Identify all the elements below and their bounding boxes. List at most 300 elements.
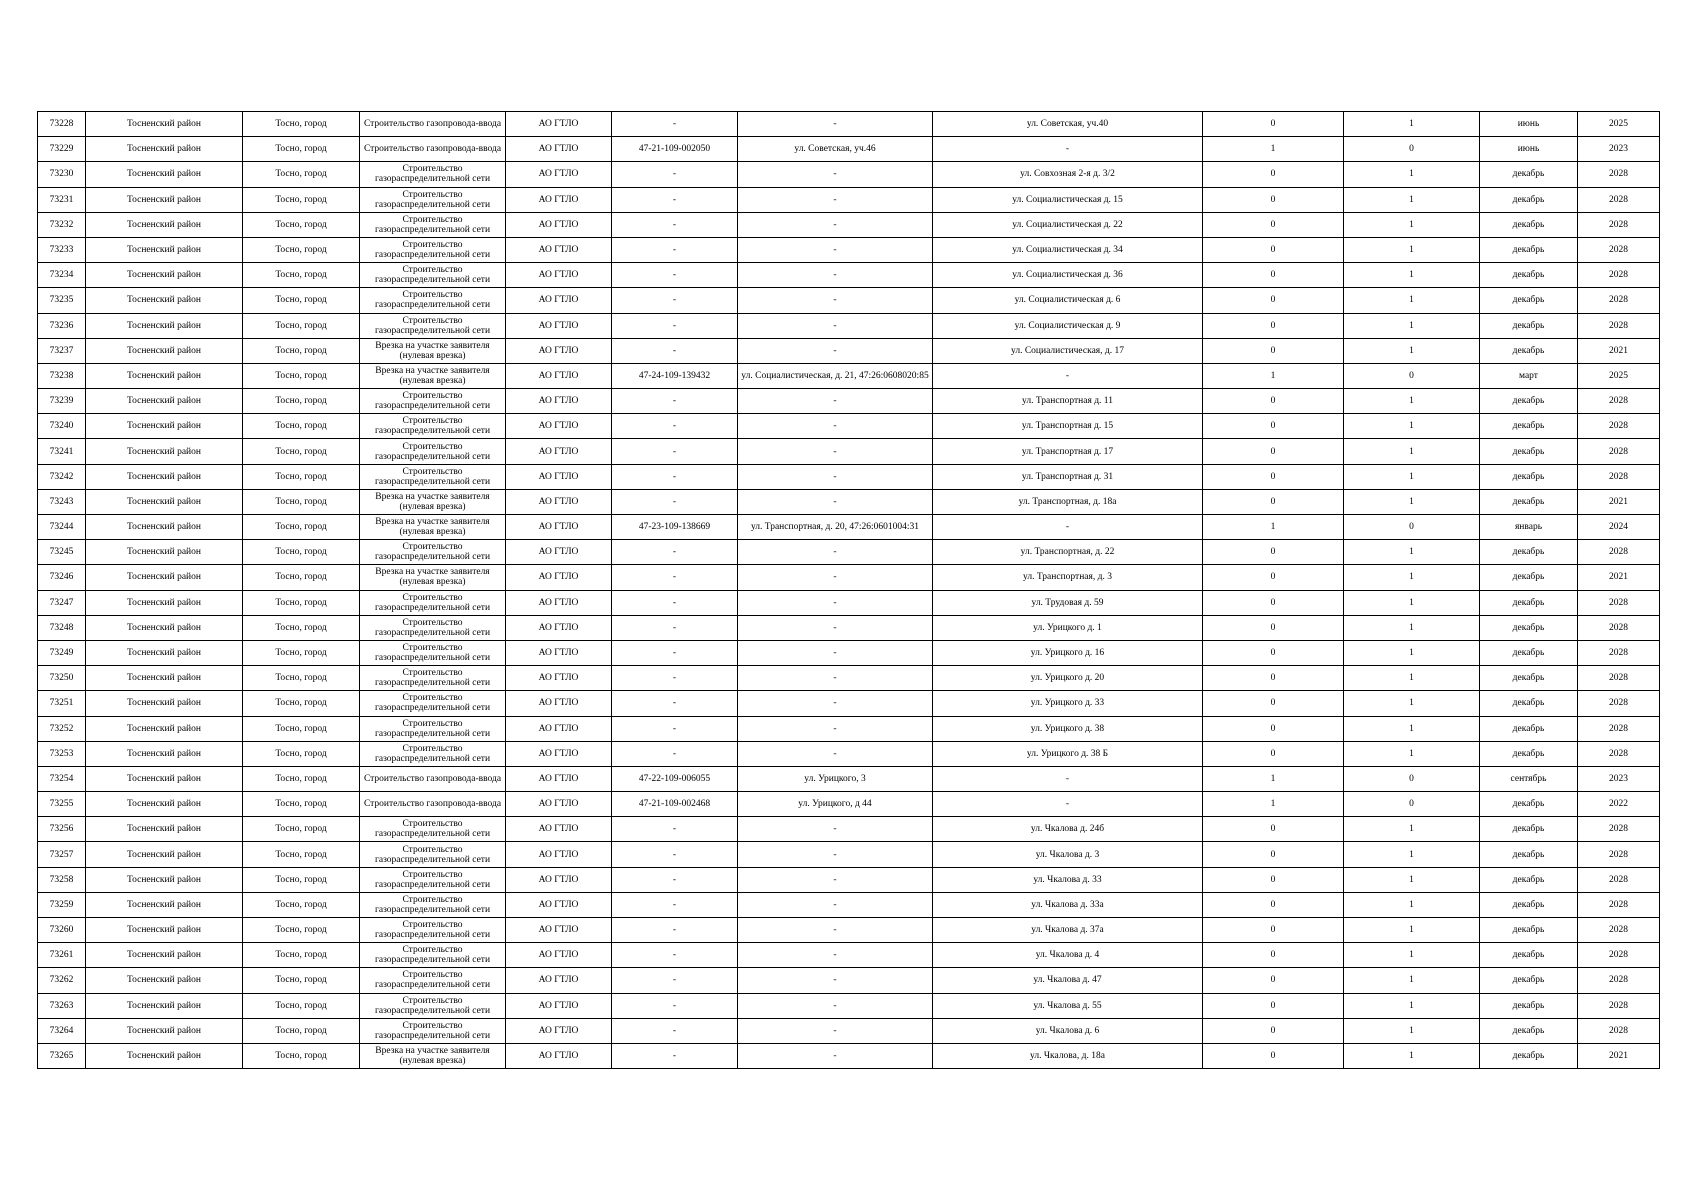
cell-count-a: 0: [1203, 1043, 1344, 1068]
cell-count-b: 1: [1344, 666, 1480, 691]
cell-locality: Тосно, город: [243, 1018, 360, 1043]
cell-row-id: 73235: [38, 288, 86, 313]
cell-work-type: Строительство газораспределительной сети: [360, 918, 506, 943]
cell-year: 2028: [1578, 263, 1660, 288]
cell-application-number: -: [612, 263, 738, 288]
cell-month: декабрь: [1480, 565, 1578, 590]
cell-locality: Тосно, город: [243, 237, 360, 262]
cell-locality: Тосно, город: [243, 515, 360, 540]
cell-count-a: 0: [1203, 892, 1344, 917]
cell-district: Тосненский район: [86, 439, 243, 464]
cell-application-number: -: [612, 112, 738, 137]
cell-district: Тосненский район: [86, 1043, 243, 1068]
cell-count-b: 1: [1344, 288, 1480, 313]
cell-month: декабрь: [1480, 439, 1578, 464]
cell-month: декабрь: [1480, 716, 1578, 741]
cell-street-address: -: [933, 766, 1203, 791]
cell-month: декабрь: [1480, 968, 1578, 993]
cell-street-address: ул. Чкалова д. 4: [933, 943, 1203, 968]
cell-count-a: 1: [1203, 766, 1344, 791]
cell-application-number: 47-22-109-006055: [612, 766, 738, 791]
cell-count-a: 0: [1203, 615, 1344, 640]
table-row: [38, 212, 1660, 237]
cell-street-address: ул. Урицкого д. 33: [933, 691, 1203, 716]
cell-application-number: 47-21-109-002468: [612, 792, 738, 817]
cell-count-b: 1: [1344, 112, 1480, 137]
cell-street-address: ул. Транспортная д. 11: [933, 389, 1203, 414]
cell-year: 2028: [1578, 389, 1660, 414]
cell-year: 2028: [1578, 187, 1660, 212]
cell-object-address: ул. Урицкого, 3: [738, 766, 933, 791]
cell-count-b: 1: [1344, 691, 1480, 716]
cell-street-address: ул. Урицкого д. 16: [933, 640, 1203, 665]
cell-count-b: 1: [1344, 237, 1480, 262]
cell-application-number: -: [612, 439, 738, 464]
cell-work-type: Врезка на участке заявителя (нулевая врезка): [360, 565, 506, 590]
cell-count-b: 1: [1344, 640, 1480, 665]
table-row: [38, 666, 1660, 691]
cell-object-address: -: [738, 565, 933, 590]
cell-locality: Тосно, город: [243, 187, 360, 212]
cell-organization: АО ГТЛО: [506, 464, 612, 489]
cell-year: 2028: [1578, 666, 1660, 691]
cell-street-address: -: [933, 137, 1203, 162]
cell-district: Тосненский район: [86, 968, 243, 993]
cell-count-a: 0: [1203, 288, 1344, 313]
cell-year: 2028: [1578, 968, 1660, 993]
cell-row-id: 73234: [38, 263, 86, 288]
cell-month: декабрь: [1480, 867, 1578, 892]
cell-work-type: Строительство газораспределительной сети: [360, 212, 506, 237]
cell-year: 2028: [1578, 918, 1660, 943]
cell-locality: Тосно, город: [243, 691, 360, 716]
cell-street-address: ул. Социалистическая д. 36: [933, 263, 1203, 288]
cell-locality: Тосно, город: [243, 968, 360, 993]
cell-month: декабрь: [1480, 666, 1578, 691]
table-row: [38, 741, 1660, 766]
cell-count-a: 0: [1203, 1018, 1344, 1043]
table-row: [38, 237, 1660, 262]
cell-organization: АО ГТЛО: [506, 792, 612, 817]
cell-row-id: 73261: [38, 943, 86, 968]
cell-work-type: Строительство газораспределительной сети: [360, 590, 506, 615]
cell-street-address: ул. Чкалова, д. 18а: [933, 1043, 1203, 1068]
cell-locality: Тосно, город: [243, 766, 360, 791]
cell-organization: АО ГТЛО: [506, 439, 612, 464]
cell-district: Тосненский район: [86, 590, 243, 615]
cell-locality: Тосно, город: [243, 439, 360, 464]
cell-street-address: ул. Транспортная, д. 18а: [933, 489, 1203, 514]
cell-object-address: ул. Социалистическая, д. 21, 47:26:0608020:85: [738, 363, 933, 388]
cell-year: 2028: [1578, 439, 1660, 464]
cell-year: 2028: [1578, 842, 1660, 867]
cell-year: 2028: [1578, 212, 1660, 237]
cell-count-a: 0: [1203, 439, 1344, 464]
cell-organization: АО ГТЛО: [506, 414, 612, 439]
cell-street-address: ул. Чкалова д. 37а: [933, 918, 1203, 943]
cell-application-number: -: [612, 464, 738, 489]
cell-work-type: Строительство газораспределительной сети: [360, 288, 506, 313]
cell-month: декабрь: [1480, 263, 1578, 288]
cell-district: Тосненский район: [86, 565, 243, 590]
cell-count-b: 0: [1344, 515, 1480, 540]
cell-application-number: -: [612, 590, 738, 615]
cell-year: 2025: [1578, 363, 1660, 388]
table-row: [38, 187, 1660, 212]
cell-application-number: -: [612, 741, 738, 766]
cell-district: Тосненский район: [86, 389, 243, 414]
cell-work-type: Строительство газораспределительной сети: [360, 187, 506, 212]
cell-row-id: 73230: [38, 162, 86, 187]
cell-locality: Тосно, город: [243, 590, 360, 615]
cell-district: Тосненский район: [86, 540, 243, 565]
cell-street-address: ул. Социалистическая д. 9: [933, 313, 1203, 338]
table-row: [38, 288, 1660, 313]
cell-district: Тосненский район: [86, 918, 243, 943]
cell-month: декабрь: [1480, 993, 1578, 1018]
cell-application-number: -: [612, 212, 738, 237]
cell-count-b: 1: [1344, 389, 1480, 414]
cell-work-type: Строительство газораспределительной сети: [360, 993, 506, 1018]
table-row: [38, 565, 1660, 590]
cell-district: Тосненский район: [86, 515, 243, 540]
cell-count-a: 1: [1203, 515, 1344, 540]
cell-street-address: ул. Чкалова д. 24б: [933, 817, 1203, 842]
cell-month: декабрь: [1480, 1043, 1578, 1068]
cell-object-address: -: [738, 162, 933, 187]
cell-count-a: 0: [1203, 489, 1344, 514]
cell-row-id: 73236: [38, 313, 86, 338]
cell-work-type: Строительство газораспределительной сети: [360, 540, 506, 565]
cell-work-type: Врезка на участке заявителя (нулевая врезка): [360, 1043, 506, 1068]
cell-locality: Тосно, город: [243, 640, 360, 665]
cell-count-b: 1: [1344, 338, 1480, 363]
cell-district: Тосненский район: [86, 1018, 243, 1043]
cell-count-a: 0: [1203, 993, 1344, 1018]
table-row: [38, 640, 1660, 665]
cell-object-address: -: [738, 892, 933, 917]
cell-district: Тосненский район: [86, 187, 243, 212]
cell-month: декабрь: [1480, 237, 1578, 262]
cell-row-id: 73255: [38, 792, 86, 817]
cell-application-number: -: [612, 968, 738, 993]
cell-application-number: -: [612, 187, 738, 212]
cell-object-address: -: [738, 716, 933, 741]
table-row: [38, 968, 1660, 993]
cell-work-type: Строительство газораспределительной сети: [360, 867, 506, 892]
cell-year: 2028: [1578, 414, 1660, 439]
cell-object-address: -: [738, 237, 933, 262]
cell-row-id: 73257: [38, 842, 86, 867]
cell-locality: Тосно, город: [243, 137, 360, 162]
cell-row-id: 73260: [38, 918, 86, 943]
table-row: [38, 842, 1660, 867]
cell-year: 2022: [1578, 792, 1660, 817]
cell-object-address: -: [738, 288, 933, 313]
cell-organization: АО ГТЛО: [506, 842, 612, 867]
cell-district: Тосненский район: [86, 892, 243, 917]
cell-locality: Тосно, город: [243, 162, 360, 187]
cell-count-b: 1: [1344, 867, 1480, 892]
cell-year: 2021: [1578, 489, 1660, 514]
cell-row-id: 73250: [38, 666, 86, 691]
cell-object-address: -: [738, 187, 933, 212]
cell-locality: Тосно, город: [243, 565, 360, 590]
cell-application-number: -: [612, 288, 738, 313]
cell-district: Тосненский район: [86, 741, 243, 766]
cell-row-id: 73246: [38, 565, 86, 590]
cell-object-address: -: [738, 439, 933, 464]
cell-application-number: -: [612, 338, 738, 363]
cell-district: Тосненский район: [86, 363, 243, 388]
cell-locality: Тосно, город: [243, 666, 360, 691]
cell-district: Тосненский район: [86, 615, 243, 640]
cell-work-type: Строительство газопровода-ввода: [360, 792, 506, 817]
cell-organization: АО ГТЛО: [506, 263, 612, 288]
cell-street-address: -: [933, 792, 1203, 817]
cell-district: Тосненский район: [86, 414, 243, 439]
cell-object-address: -: [738, 943, 933, 968]
cell-organization: АО ГТЛО: [506, 288, 612, 313]
cell-organization: АО ГТЛО: [506, 137, 612, 162]
cell-district: Тосненский район: [86, 288, 243, 313]
table-row: [38, 817, 1660, 842]
cell-count-b: 1: [1344, 313, 1480, 338]
cell-work-type: Строительство газораспределительной сети: [360, 263, 506, 288]
cell-month: декабрь: [1480, 792, 1578, 817]
cell-work-type: Строительство газораспределительной сети: [360, 313, 506, 338]
cell-count-a: 0: [1203, 313, 1344, 338]
cell-year: 2028: [1578, 716, 1660, 741]
cell-work-type: Строительство газораспределительной сети: [360, 817, 506, 842]
cell-count-a: 0: [1203, 691, 1344, 716]
cell-object-address: -: [738, 263, 933, 288]
cell-count-a: 0: [1203, 212, 1344, 237]
cell-count-a: 0: [1203, 716, 1344, 741]
cell-row-id: 73254: [38, 766, 86, 791]
cell-work-type: Строительство газораспределительной сети: [360, 640, 506, 665]
cell-work-type: Строительство газораспределительной сети: [360, 716, 506, 741]
cell-locality: Тосно, город: [243, 792, 360, 817]
cell-street-address: ул. Чкалова д. 6: [933, 1018, 1203, 1043]
cell-street-address: -: [933, 363, 1203, 388]
cell-application-number: -: [612, 817, 738, 842]
cell-count-b: 1: [1344, 615, 1480, 640]
cell-object-address: -: [738, 867, 933, 892]
cell-street-address: ул. Транспортная д. 15: [933, 414, 1203, 439]
cell-organization: АО ГТЛО: [506, 817, 612, 842]
cell-object-address: ул. Советская, уч.46: [738, 137, 933, 162]
cell-count-a: 0: [1203, 540, 1344, 565]
cell-object-address: -: [738, 1043, 933, 1068]
cell-count-b: 1: [1344, 918, 1480, 943]
cell-year: 2028: [1578, 615, 1660, 640]
cell-year: 2028: [1578, 943, 1660, 968]
cell-application-number: -: [612, 892, 738, 917]
cell-object-address: -: [738, 212, 933, 237]
cell-row-id: 73243: [38, 489, 86, 514]
cell-organization: АО ГТЛО: [506, 943, 612, 968]
cell-locality: Тосно, город: [243, 867, 360, 892]
table-row: [38, 892, 1660, 917]
cell-year: 2028: [1578, 741, 1660, 766]
cell-organization: АО ГТЛО: [506, 640, 612, 665]
cell-district: Тосненский район: [86, 313, 243, 338]
table-row: [38, 993, 1660, 1018]
table-row: [38, 313, 1660, 338]
cell-locality: Тосно, город: [243, 212, 360, 237]
cell-application-number: -: [612, 1043, 738, 1068]
cell-year: 2028: [1578, 691, 1660, 716]
cell-month: июнь: [1480, 112, 1578, 137]
cell-count-b: 0: [1344, 137, 1480, 162]
cell-count-a: 0: [1203, 640, 1344, 665]
cell-count-b: 1: [1344, 162, 1480, 187]
cell-count-a: 0: [1203, 590, 1344, 615]
cell-count-b: 1: [1344, 439, 1480, 464]
cell-organization: АО ГТЛО: [506, 313, 612, 338]
cell-count-a: 0: [1203, 666, 1344, 691]
cell-month: декабрь: [1480, 288, 1578, 313]
cell-month: декабрь: [1480, 414, 1578, 439]
cell-row-id: 73239: [38, 389, 86, 414]
cell-district: Тосненский район: [86, 691, 243, 716]
cell-organization: АО ГТЛО: [506, 389, 612, 414]
cell-month: декабрь: [1480, 162, 1578, 187]
cell-work-type: Строительство газораспределительной сети: [360, 464, 506, 489]
cell-application-number: -: [612, 540, 738, 565]
cell-work-type: Строительство газораспределительной сети: [360, 691, 506, 716]
cell-month: декабрь: [1480, 338, 1578, 363]
cell-organization: АО ГТЛО: [506, 1018, 612, 1043]
cell-work-type: Строительство газораспределительной сети: [360, 968, 506, 993]
cell-work-type: Строительство газораспределительной сети: [360, 666, 506, 691]
cell-application-number: -: [612, 162, 738, 187]
cell-object-address: -: [738, 489, 933, 514]
cell-work-type: Строительство газораспределительной сети: [360, 842, 506, 867]
cell-street-address: ул. Совхозная 2-я д. 3/2: [933, 162, 1203, 187]
cell-row-id: 73248: [38, 615, 86, 640]
cell-locality: Тосно, город: [243, 993, 360, 1018]
cell-organization: АО ГТЛО: [506, 918, 612, 943]
cell-street-address: ул. Чкалова д. 55: [933, 993, 1203, 1018]
cell-row-id: 73259: [38, 892, 86, 917]
table-row: [38, 615, 1660, 640]
cell-row-id: 73238: [38, 363, 86, 388]
cell-application-number: 47-21-109-002050: [612, 137, 738, 162]
cell-work-type: Строительство газораспределительной сети: [360, 439, 506, 464]
table-row: [38, 162, 1660, 187]
cell-application-number: -: [612, 1018, 738, 1043]
cell-organization: АО ГТЛО: [506, 1043, 612, 1068]
cell-work-type: Врезка на участке заявителя (нулевая врезка): [360, 338, 506, 363]
cell-locality: Тосно, город: [243, 817, 360, 842]
cell-application-number: -: [612, 666, 738, 691]
cell-locality: Тосно, город: [243, 112, 360, 137]
cell-organization: АО ГТЛО: [506, 540, 612, 565]
cell-month: декабрь: [1480, 615, 1578, 640]
cell-district: Тосненский район: [86, 993, 243, 1018]
cell-object-address: -: [738, 691, 933, 716]
cell-organization: АО ГТЛО: [506, 363, 612, 388]
cell-work-type: Строительство газораспределительной сети: [360, 892, 506, 917]
cell-locality: Тосно, город: [243, 338, 360, 363]
cell-street-address: ул. Урицкого д. 38: [933, 716, 1203, 741]
cell-row-id: 73263: [38, 993, 86, 1018]
cell-organization: АО ГТЛО: [506, 162, 612, 187]
cell-year: 2028: [1578, 640, 1660, 665]
cell-organization: АО ГТЛО: [506, 615, 612, 640]
table-row: [38, 263, 1660, 288]
cell-month: декабрь: [1480, 464, 1578, 489]
cell-work-type: Врезка на участке заявителя (нулевая врезка): [360, 363, 506, 388]
cell-object-address: ул. Транспортная, д. 20, 47:26:0601004:31: [738, 515, 933, 540]
cell-year: 2028: [1578, 464, 1660, 489]
cell-district: Тосненский район: [86, 716, 243, 741]
cell-month: декабрь: [1480, 212, 1578, 237]
cell-work-type: Строительство газораспределительной сети: [360, 237, 506, 262]
cell-organization: АО ГТЛО: [506, 590, 612, 615]
cell-month: декабрь: [1480, 389, 1578, 414]
cell-count-a: 1: [1203, 363, 1344, 388]
table-row: [38, 792, 1660, 817]
cell-organization: АО ГТЛО: [506, 515, 612, 540]
cell-organization: АО ГТЛО: [506, 892, 612, 917]
cell-work-type: Строительство газораспределительной сети: [360, 943, 506, 968]
cell-year: 2021: [1578, 565, 1660, 590]
cell-count-b: 1: [1344, 414, 1480, 439]
cell-count-a: 0: [1203, 817, 1344, 842]
cell-count-a: 0: [1203, 162, 1344, 187]
cell-application-number: 47-23-109-138669: [612, 515, 738, 540]
cell-work-type: Строительство газопровода-ввода: [360, 112, 506, 137]
cell-month: декабрь: [1480, 1018, 1578, 1043]
cell-district: Тосненский район: [86, 867, 243, 892]
cell-object-address: -: [738, 817, 933, 842]
cell-district: Тосненский район: [86, 162, 243, 187]
table-row: [38, 414, 1660, 439]
cell-district: Тосненский район: [86, 640, 243, 665]
cell-row-id: 73229: [38, 137, 86, 162]
cell-year: 2028: [1578, 892, 1660, 917]
cell-count-b: 1: [1344, 716, 1480, 741]
cell-month: декабрь: [1480, 918, 1578, 943]
table-row: [38, 1018, 1660, 1043]
cell-street-address: ул. Социалистическая д. 6: [933, 288, 1203, 313]
cell-row-id: 73228: [38, 112, 86, 137]
cell-year: 2028: [1578, 817, 1660, 842]
table-row: [38, 590, 1660, 615]
cell-application-number: -: [612, 918, 738, 943]
cell-street-address: ул. Чкалова д. 33а: [933, 892, 1203, 917]
cell-row-id: 73265: [38, 1043, 86, 1068]
cell-row-id: 73241: [38, 439, 86, 464]
cell-count-a: 0: [1203, 187, 1344, 212]
cell-application-number: -: [612, 993, 738, 1018]
cell-object-address: -: [738, 389, 933, 414]
cell-year: 2028: [1578, 590, 1660, 615]
cell-count-b: 1: [1344, 464, 1480, 489]
cell-row-id: 73249: [38, 640, 86, 665]
cell-object-address: -: [738, 993, 933, 1018]
cell-application-number: -: [612, 389, 738, 414]
cell-object-address: -: [738, 640, 933, 665]
cell-count-a: 0: [1203, 741, 1344, 766]
cell-month: июнь: [1480, 137, 1578, 162]
cell-locality: Тосно, город: [243, 389, 360, 414]
cell-count-b: 1: [1344, 993, 1480, 1018]
cell-locality: Тосно, город: [243, 1043, 360, 1068]
